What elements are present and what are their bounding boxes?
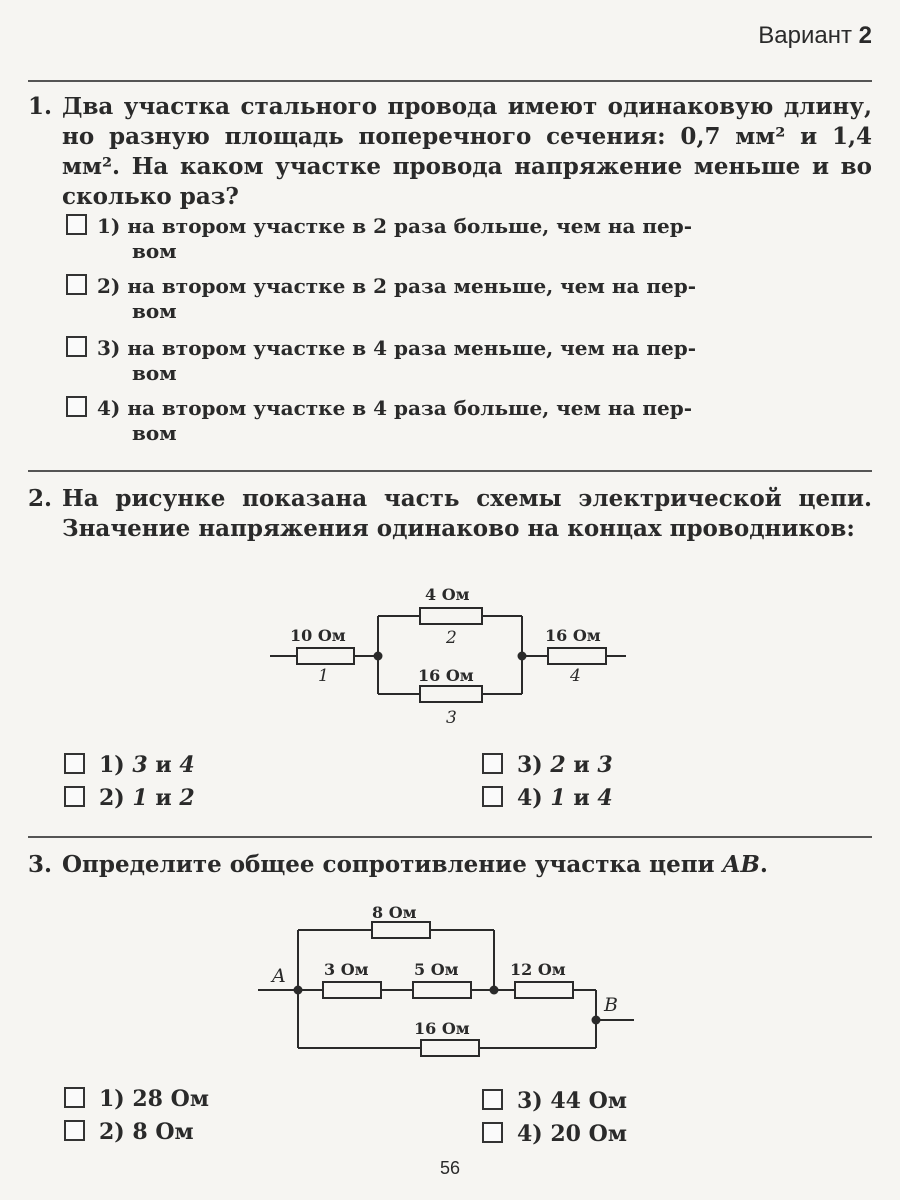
checkbox[interactable] [482,1122,503,1143]
q1-option-3-line2: вом [132,361,177,385]
variant-word: Вариант [758,22,852,49]
q2-option-3-prefix: 3) [517,752,543,778]
q2-r1-index: 1 [318,666,329,686]
q2-option-1-prefix: 1) [99,752,125,778]
q2-option-1-conj: и [155,752,172,778]
q2-option-3-conj: и [573,752,590,778]
q3-option-2[interactable] [64,1119,194,1145]
q2-option-1-b: 4 [179,752,195,778]
page-number: 56 [439,1158,461,1178]
q2-option-4-a: 1 [550,785,566,811]
q3-r-mid1-label: 3 Ом [324,960,369,979]
q1-option-3-line1: 3) на втором участке в 4 раза меньше, чем на пер- [97,336,697,360]
q2-option-2-conj: и [155,785,172,811]
question-3-number: 3. [28,851,53,878]
q2-option-4-b: 4 [597,785,613,811]
q3-option-1-text: 1) 28 Ом [99,1086,209,1112]
q1-option-4-line1: 4) на втором участке в 4 раза больше, чем на пер- [97,396,693,420]
q2-r2-index: 2 [446,628,457,648]
question-1-text: Два участка стального провода имеют одинаковую длину, но разную площадь поперечного сечения: 0,7 мм² и 1,4 мм². На каком участке провода напряжение меньше и во сколько раз? [62,93,872,210]
q3-option-4[interactable] [482,1121,627,1147]
q2-r3-label: 16 Ом [418,666,474,685]
variant-number: 2 [858,22,872,49]
q2-option-2-a: 1 [132,785,148,811]
q3-option-3[interactable] [482,1088,627,1114]
checkbox[interactable] [64,1087,85,1108]
q1-option-1-line1: 1) на втором участке в 2 раза больше, чем на пер- [97,214,693,238]
q2-option-3-a: 2 [550,752,566,778]
q3-option-1[interactable] [64,1086,209,1112]
q3-option-2-text: 2) 8 Ом [99,1119,194,1145]
q2-r3-index: 3 [446,708,457,728]
q2-option-2-b: 2 [179,785,195,811]
q2-r4-index: 4 [570,666,581,686]
q3-r-bottom-label: 16 Ом [414,1019,470,1038]
q1-option-2-line1: 2) на втором участке в 2 раза меньше, чем на пер- [97,274,697,298]
question-2-text: На рисунке показана часть схемы электрической цепи. Значение напряжения одинаково на концах проводников: [62,485,872,542]
q1-option-2-line2: вом [132,299,177,323]
q3-option-4-text: 4) 20 Ом [517,1121,627,1147]
q3-node-a: A [272,965,286,987]
question-1-number: 1. [28,93,53,120]
q2-r1-label: 10 Ом [290,626,346,645]
question-3-text-end: . [759,851,768,878]
checkbox[interactable] [64,1120,85,1141]
q2-option-4-prefix: 4) [517,785,543,811]
question-3-text-ab: AB [722,851,760,878]
q2-r4-label: 16 Ом [545,626,601,645]
q2-option-1-a: 3 [132,752,148,778]
q3-r-mid3-label: 12 Ом [510,960,566,979]
q3-r-top-label: 8 Ом [372,903,417,922]
q1-option-4-line2: вом [132,421,177,445]
q3-option-3-text: 3) 44 Ом [517,1088,627,1114]
question-2-number: 2. [28,485,53,512]
q2-option-3-b: 3 [597,752,613,778]
q2-r2-label: 4 Ом [425,585,470,604]
checkbox[interactable] [482,1089,503,1110]
question-3-text-main: Определите общее сопротивление участка цепи [62,851,723,878]
q1-option-1-line2: вом [132,239,177,263]
q2-option-2-prefix: 2) [99,785,125,811]
q2-option-4-conj: и [573,785,590,811]
q3-r-mid2-label: 5 Ом [414,960,459,979]
q3-node-b: B [604,994,618,1016]
